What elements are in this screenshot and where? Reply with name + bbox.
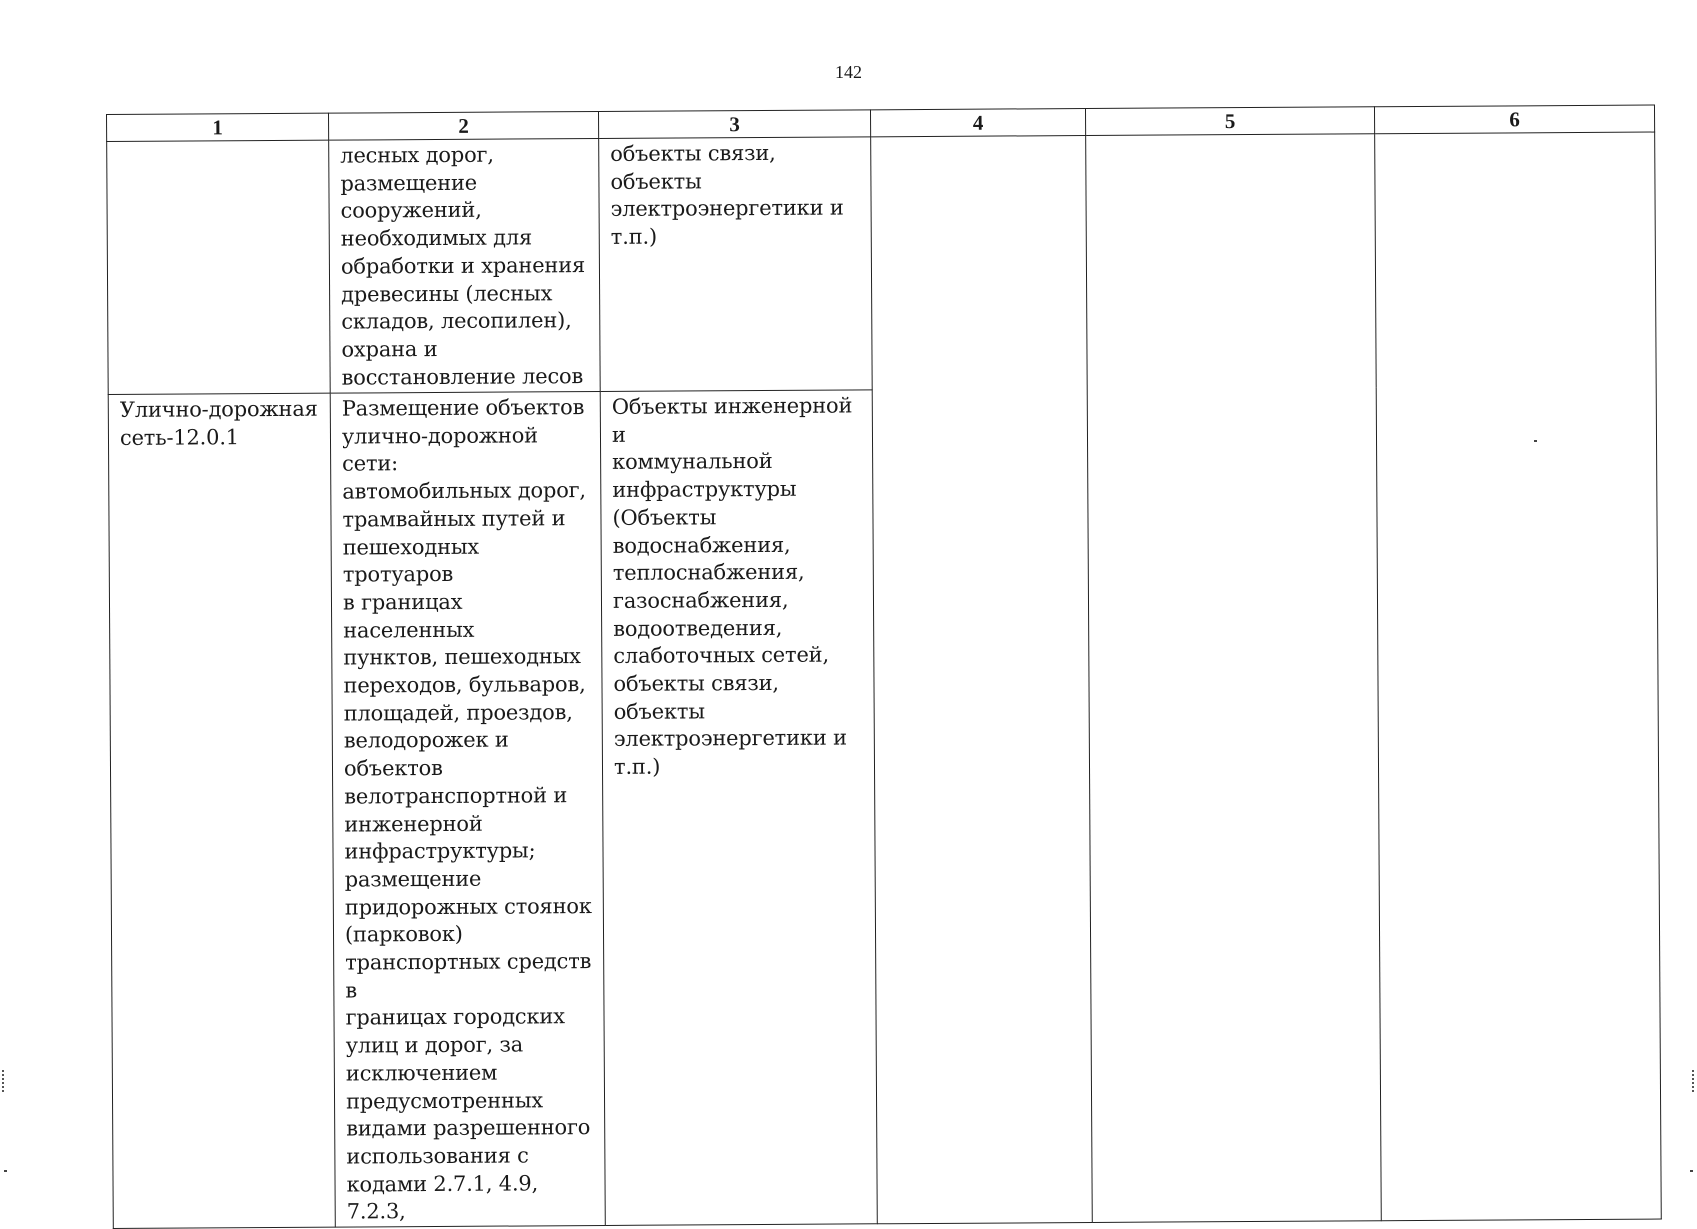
table-cell [107,140,331,394]
scan-edge-mark-right [1692,1070,1696,1092]
header-col-5: 5 [1085,107,1374,136]
table-cell-merged [871,136,1093,1224]
table-row [107,132,1657,394]
cell-text [1086,134,1374,138]
cell-text: Размещение объектов улично-дорожной сети: автомобильных дорог, трамвайных путей и пешеходных тротуаров в границах населенных пунктов, пешеходных переходов, бульваров, площадей, проездов, велодорожек и объектов велотранспортной и инженерной инфраструктуры; размещение придорожных стоянок (парковок) транспортных средств в границах городских улиц и дорог, за исключением предусмотренных видами разрешенного использования с кодами 2.7.1, 4.9, 7.2.3, [341,395,592,1224]
cell-text: лесных дорог, размещение сооружений, необходимых для обработки и хранения древесины (лесных складов, лесопилен), охрана и восстановление лесов [340,142,586,390]
scan-speck [1690,1170,1693,1172]
scan-edge-mark-left [2,1070,6,1092]
cell-text: объекты связи, объекты электроэнергетики и т.п.) [610,140,844,250]
land-use-table [106,105,1662,1229]
cell-text [1375,133,1654,137]
header-col-4: 4 [870,109,1085,137]
scan-speck [4,1170,7,1172]
table-cell [108,393,335,1228]
cell-text [871,136,1085,139]
table-cell-merged [1086,134,1382,1223]
header-col-6: 6 [1374,105,1654,134]
cell-text: Улично-дорожная сеть-12.0.1 [119,396,318,450]
table-cell [330,391,605,1227]
page-number: 142 [835,62,862,82]
cell-text: Объекты инженерной и коммунальной инфраструктуры (Объекты водоснабжения, теплоснабжения, газоснабжения, водоотведения, слаботочных сетей, объекты связи, объекты электроэнергетики и т.п.) [611,393,853,780]
scan-speck [1534,440,1537,442]
cell-text [107,141,328,144]
table-cell [599,137,873,392]
table-cell-merged [1375,132,1662,1221]
header-col-2: 2 [328,111,598,140]
table-cell [600,390,877,1226]
table-cell [329,138,601,393]
header-col-1: 1 [107,113,329,141]
header-col-3: 3 [598,110,870,139]
